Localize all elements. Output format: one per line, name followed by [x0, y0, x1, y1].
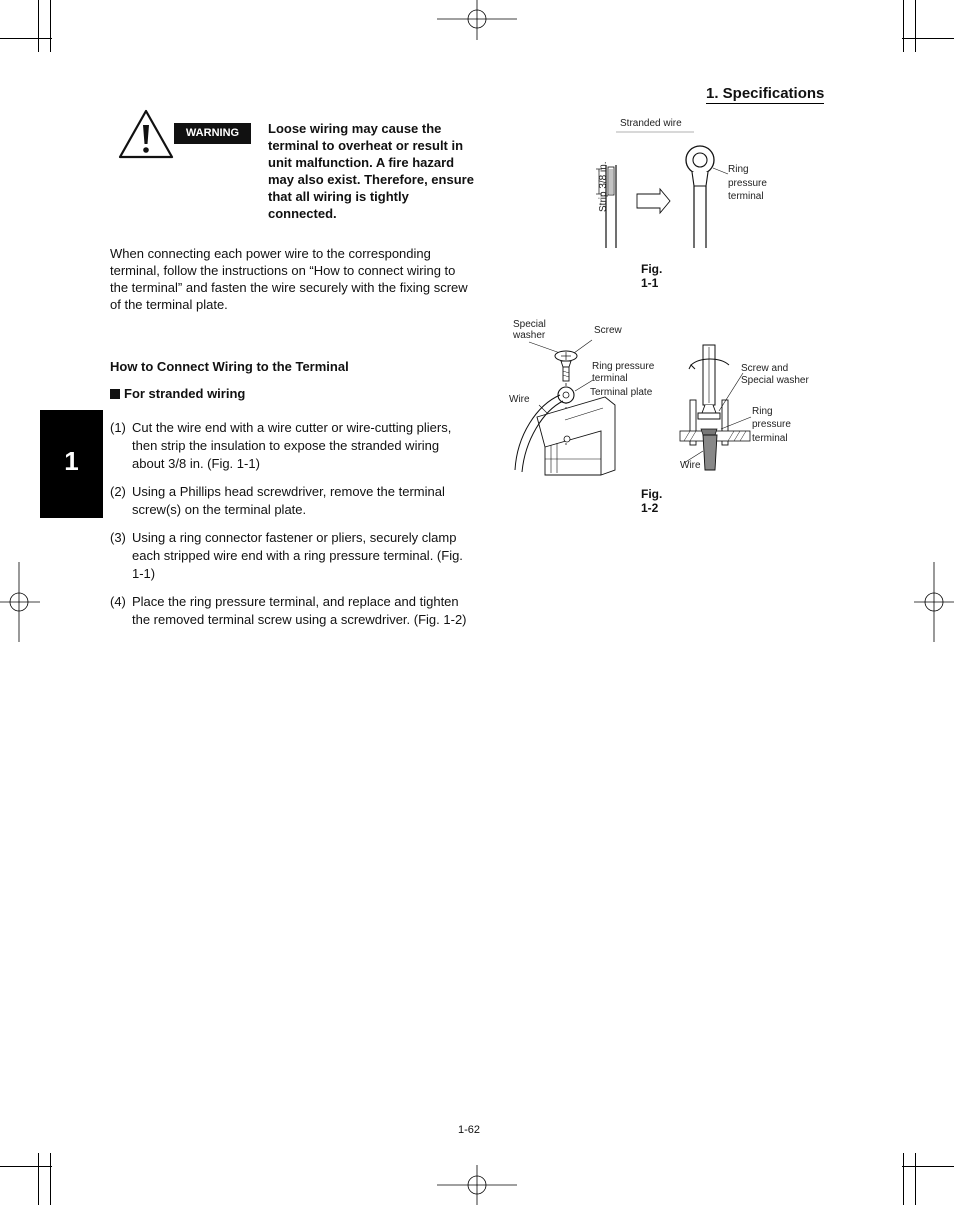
label-wire-right: Wire [680, 460, 701, 471]
bullet-square-icon [110, 389, 120, 399]
label-ring-right-2: pressure [752, 419, 791, 430]
chapter-number: 1 [64, 446, 79, 476]
subheading-stranded: For stranded wiring [124, 386, 246, 401]
terminal-assembly-diagram [505, 335, 835, 480]
label-ring-3: terminal [728, 191, 764, 202]
registration-mark-bottom [437, 1165, 517, 1205]
label-ring-right-3: terminal [752, 433, 788, 444]
warning-triangle-icon [117, 108, 175, 160]
step-text: Place the ring pressure terminal, and replace and tighten the removed terminal screw using a screwdriver. (Fig. 1-2) [132, 594, 467, 627]
step-text: Using a ring connector fastener or pliers, securely clamp each stripped wire end with a ring pressure terminal. (Fig. 1-1) [132, 530, 463, 581]
registration-mark-top [437, 0, 517, 40]
label-screw-and-1: Screw and [741, 363, 789, 374]
registration-mark-right [914, 562, 954, 642]
how-to-heading: How to Connect Wiring to the Terminal [110, 359, 349, 374]
label-special-2: washer [513, 330, 546, 341]
warning-text: Loose wiring may cause the terminal to overheat or result in unit malfunction. A fire hazard may also exist. Therefore, ensure that all wiring is tightly connected. [268, 121, 474, 221]
label-ring-pressure-1: Ring pressure [592, 361, 655, 372]
label-ring-pressure-2: terminal [592, 373, 628, 384]
label-ring-2: pressure [728, 178, 767, 189]
fig-1-2-caption: Fig. 1-2 [641, 487, 663, 515]
page-number: 1-62 [458, 1124, 481, 1136]
warning-badge: WARNING [174, 123, 251, 144]
label-ring-right-1: Ring [752, 406, 773, 417]
label-stranded-wire: Stranded wire [620, 118, 682, 129]
step-number: (1) [110, 420, 126, 435]
label-terminal-plate: Terminal plate [590, 387, 653, 398]
step-number: (2) [110, 484, 126, 499]
registration-mark-left [0, 562, 40, 642]
label-ring-1: Ring [728, 164, 749, 175]
step-text: Cut the wire end with a wire cutter or wire-cutting pliers, then strip the insulation to expose the stranded wiring about 3/8 in. (Fig. 1-1) [132, 420, 452, 471]
section-title: 1. Specifications [706, 85, 825, 102]
label-screw-and-2: Special washer [741, 375, 809, 386]
intro-paragraph: When connecting each power wire to the corresponding terminal, follow the instructions on “How to connect wiring to the terminal” and fasten the wire securely with the fixing screw of the terminal plate. [110, 246, 468, 312]
label-screw: Screw [594, 325, 622, 336]
step-number: (4) [110, 594, 126, 609]
step-text: Using a Phillips head screwdriver, remove the terminal screw(s) on the terminal plate. [132, 484, 445, 517]
label-special-1: Special [513, 319, 546, 330]
fig-1-1-caption: Fig. 1-1 [641, 262, 663, 290]
label-strip-length: Strip 3/8 in. [598, 161, 609, 212]
step-number: (3) [110, 530, 126, 545]
label-wire-left: Wire [509, 394, 530, 405]
